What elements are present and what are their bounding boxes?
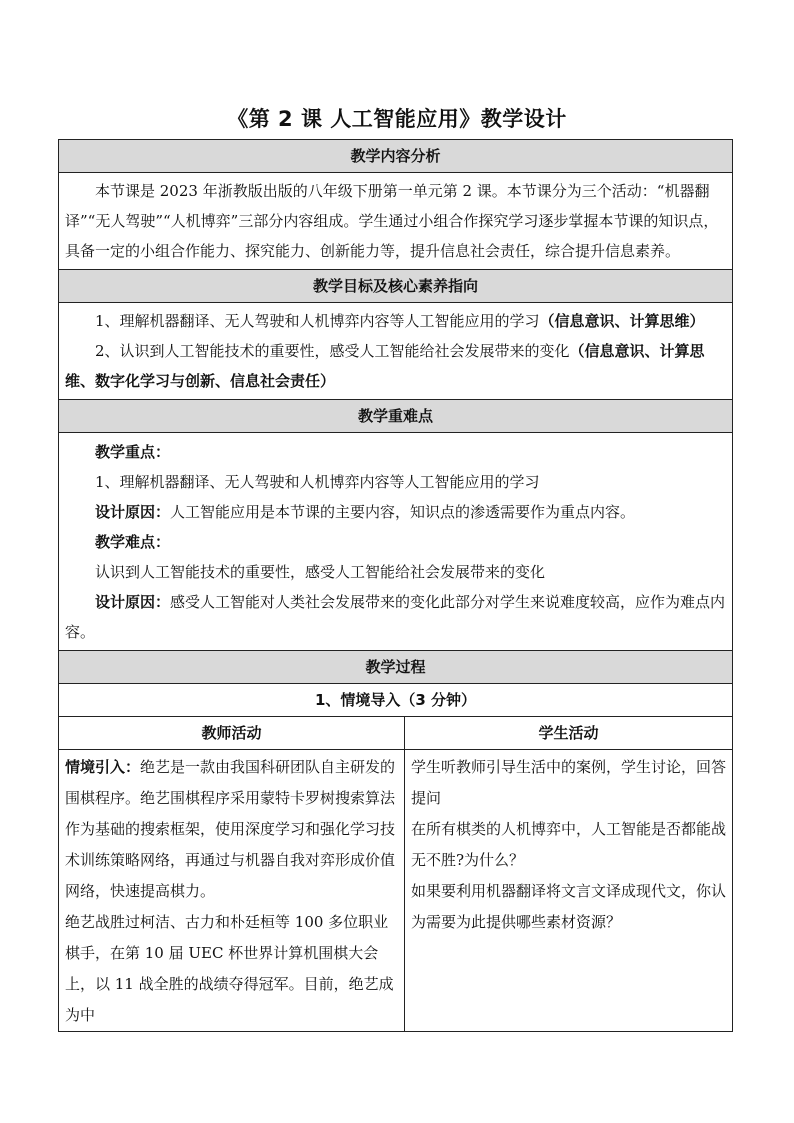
process-header: 教学过程 bbox=[59, 651, 733, 684]
student-activity-header: 学生活动 bbox=[405, 717, 733, 750]
content-analysis-header: 教学内容分析 bbox=[59, 140, 733, 173]
objectives-row bbox=[59, 303, 733, 400]
difficulty-reason bbox=[65, 587, 726, 647]
student-paragraph-1: 学生听教师引导生活中的案例，学生讨论，回答提问 bbox=[411, 758, 727, 807]
difficulty-text: 认识到人工智能技术的重要性，感受人工智能给社会发展带来的变化 bbox=[95, 563, 546, 581]
student-paragraph-3: 如果要利用机器翻译将文言文译成现代文，你认为需要为此提供哪些素材资源？ bbox=[411, 882, 727, 931]
content-analysis-header-row bbox=[59, 140, 733, 173]
teacher-intro-text: 绝艺是一款由我国科研团队自主研发的围棋程序。绝艺围棋程序采用蒙特卡罗树搜索算法作为基础的搜索框架，使用深度学习和强化学习技术训练策略网络，再通过与机器自我对弈形成价值网络，快速提高棋力。 bbox=[65, 758, 396, 900]
lesson-plan-table bbox=[58, 139, 733, 1032]
objective-item-1-text: 1、理解机器翻译、无人驾驶和人机博弈内容等人工智能应用的学习 bbox=[95, 312, 540, 330]
teacher-intro-label: 情境引入： bbox=[65, 758, 141, 776]
focus-reason-label: 设计原因： bbox=[95, 503, 171, 521]
section1-title: 1、情境导入（3 分钟） bbox=[59, 684, 733, 717]
focus-text: 1、理解机器翻译、无人驾驶和人机博弈内容等人工智能应用的学习 bbox=[95, 473, 540, 491]
content-analysis-text: 本节课是 2023 年浙教版出版的八年级下册第一单元第 2 课。本节课分为三个活动：“机器翻译”“无人驾驶”“人机博弈”三部分内容组成。学生通过小组合作探究学习逐步掌握本节课的知识点，具备一定的小组合作能力、探究能力、创新能力等，提升信息社会责任，综合提升信息素养。 bbox=[65, 182, 719, 260]
objective-item-1 bbox=[65, 306, 726, 336]
difficulty-label-line bbox=[65, 527, 726, 557]
teacher-paragraph-2: 绝艺战胜过柯洁、古力和朴廷桓等 100 多位职业棋手，在第 10 届 UEC 杯世界计算机围棋大会上，以 11 战全胜的战绩夺得冠军。目前，绝艺成为中 bbox=[65, 913, 394, 1024]
key-points-row bbox=[59, 433, 733, 651]
student-activity-cell bbox=[405, 750, 733, 1032]
focus-reason-text: 人工智能应用是本节课的主要内容，知识点的渗透需要作为重点内容。 bbox=[170, 503, 636, 521]
teacher-activity-header: 教师活动 bbox=[59, 717, 405, 750]
content-analysis-row bbox=[59, 173, 733, 270]
objective-item-2 bbox=[65, 336, 726, 396]
activity-row bbox=[59, 750, 733, 1032]
difficulty-reason-label: 设计原因： bbox=[95, 593, 171, 611]
focus-label-line bbox=[65, 437, 726, 467]
section1-row bbox=[59, 684, 733, 717]
objective-item-1-tag: （信息意识、计算思维） bbox=[539, 312, 705, 330]
activity-header-row bbox=[59, 717, 733, 750]
teacher-intro bbox=[65, 752, 398, 907]
difficulty-reason-text: 感受人工智能对人类社会发展带来的变化此部分对学生来说难度较高，应作为难点内容。 bbox=[65, 593, 726, 641]
process-header-row bbox=[59, 651, 733, 684]
objectives-header-row bbox=[59, 270, 733, 303]
focus-label: 教学重点： bbox=[95, 443, 171, 461]
student-paragraph-2: 在所有棋类的人机博弈中，人工智能是否都能战无不胜?为什么？ bbox=[411, 820, 727, 869]
objectives-header: 教学目标及核心素养指向 bbox=[59, 270, 733, 303]
objective-item-2-tag: （信息意识、计算思维、数字化学习与创新、信息社会责任） bbox=[65, 342, 705, 390]
focus-reason bbox=[65, 497, 726, 527]
objectives-cell bbox=[59, 303, 733, 400]
key-points-header: 教学重难点 bbox=[59, 400, 733, 433]
objective-item-2-text: 2、认识到人工智能技术的重要性，感受人工智能给社会发展带来的变化 bbox=[95, 342, 570, 360]
document-title: 《第 2 课 人工智能应用》教学设计 bbox=[227, 107, 567, 131]
content-analysis-cell bbox=[59, 173, 733, 270]
difficulty-label: 教学难点： bbox=[95, 533, 171, 551]
key-points-cell bbox=[59, 433, 733, 651]
key-points-header-row bbox=[59, 400, 733, 433]
teacher-activity-cell bbox=[59, 750, 405, 1032]
